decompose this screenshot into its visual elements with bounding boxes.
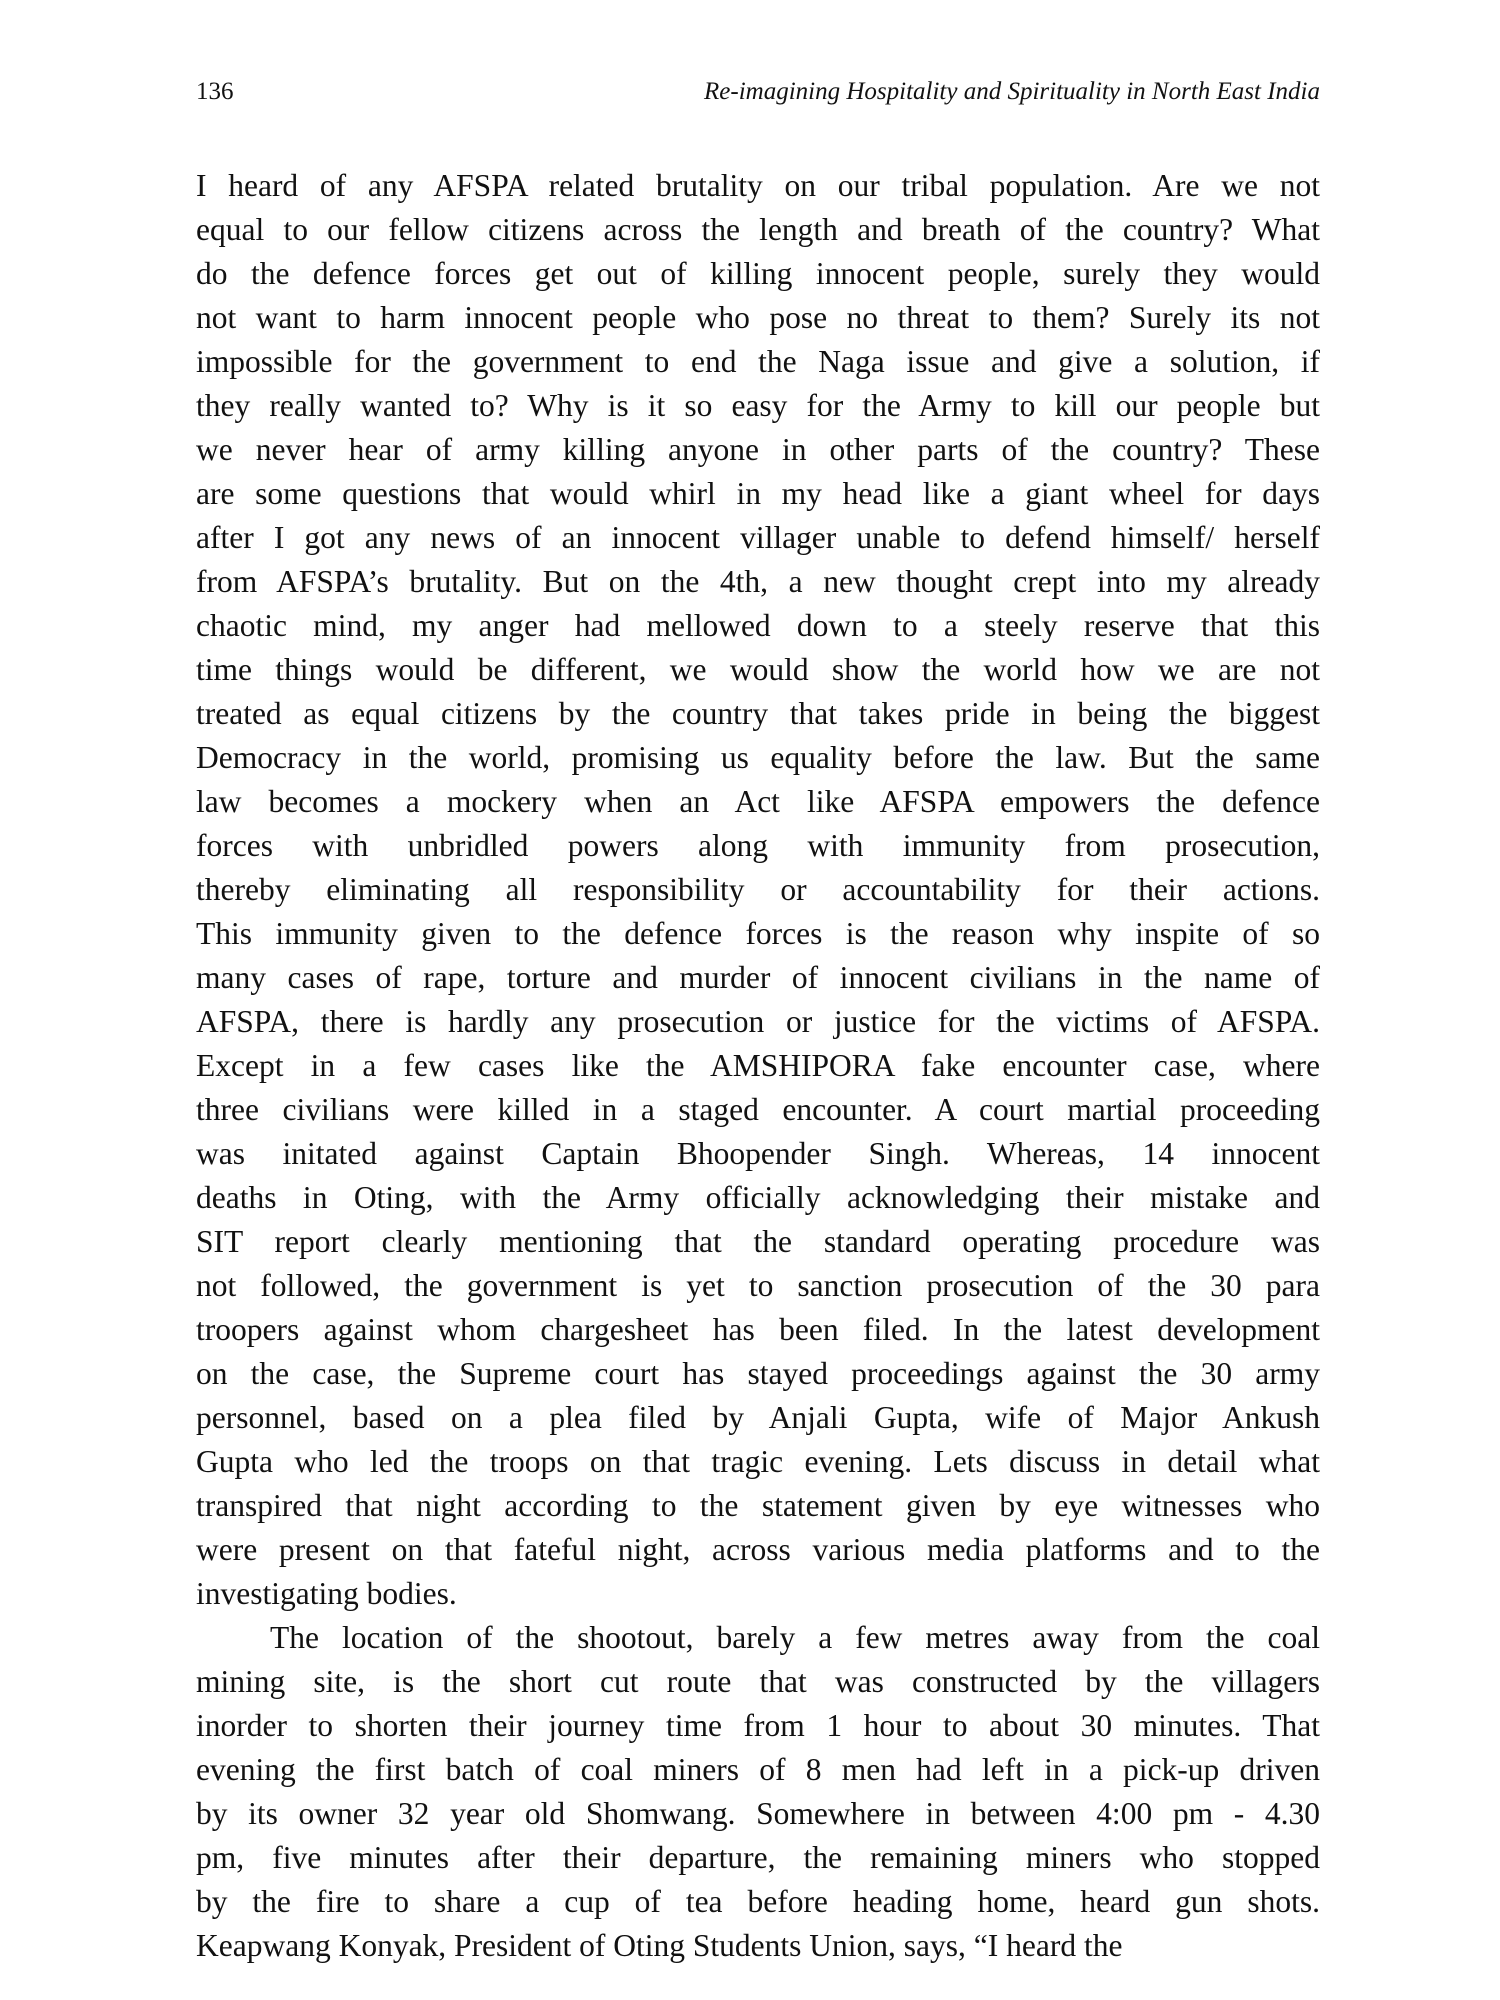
text-line: forces with unbridled powers along with immunity from prosecution, <box>196 828 1320 863</box>
text-line: we never hear of army killing anyone in other parts of the country? These <box>196 432 1320 467</box>
text-line: mining site, is the short cut route that was constructed by the villagers <box>196 1664 1320 1699</box>
text-line: were present on that fateful night, across various media platforms and to the <box>196 1532 1320 1567</box>
text-line: was initated against Captain Bhoopender Singh. Whereas, 14 innocent <box>196 1136 1320 1171</box>
body-text <box>196 164 1320 1968</box>
text-line: thereby eliminating all responsibility or accountability for their actions. <box>196 872 1320 907</box>
text-line: evening the first batch of coal miners of 8 men had left in a pick-up driven <box>196 1752 1320 1787</box>
text-line: from AFSPA’s brutality. But on the 4th, a new thought crept into my already <box>196 564 1320 599</box>
text-line: The location of the shootout, barely a few metres away from the coal <box>270 1620 1320 1655</box>
running-title: Re-imagining Hospitality and Spirituality in North East India <box>704 78 1320 105</box>
text-line: many cases of rape, torture and murder of innocent civilians in the name of <box>196 960 1320 995</box>
text-line: three civilians were killed in a staged encounter. A court martial proceeding <box>196 1092 1320 1127</box>
text-line: do the defence forces get out of killing innocent people, surely they would <box>196 256 1320 291</box>
text-line: Keapwang Konyak, President of Oting Students Union, says, “I heard the <box>196 1928 1123 1963</box>
text-line: AFSPA, there is hardly any prosecution or justice for the victims of AFSPA. <box>196 1004 1320 1039</box>
text-line: not want to harm innocent people who pose no threat to them? Surely its not <box>196 300 1320 335</box>
text-line: after I got any news of an innocent villager unable to defend himself/ herself <box>196 520 1320 555</box>
text-line: Gupta who led the troops on that tragic evening. Lets discuss in detail what <box>196 1444 1320 1479</box>
page-number: 136 <box>196 78 234 105</box>
paragraph <box>196 1616 1320 1968</box>
text-line: This immunity given to the defence forces is the reason why inspite of so <box>196 916 1320 951</box>
text-line: Democracy in the world, promising us equality before the law. But the same <box>196 740 1320 775</box>
text-line: law becomes a mockery when an Act like AFSPA empowers the defence <box>196 784 1320 819</box>
text-line: personnel, based on a plea filed by Anjali Gupta, wife of Major Ankush <box>196 1400 1320 1435</box>
text-line: pm, five minutes after their departure, the remaining miners who stopped <box>196 1840 1320 1875</box>
text-line: transpired that night according to the statement given by eye witnesses who <box>196 1488 1320 1523</box>
text-line: I heard of any AFSPA related brutality on our tribal population. Are we not <box>196 168 1320 203</box>
text-line: inorder to shorten their journey time from 1 hour to about 30 minutes. That <box>196 1708 1320 1743</box>
text-line: investigating bodies. <box>196 1576 457 1611</box>
paragraph <box>196 164 1320 1616</box>
text-line: chaotic mind, my anger had mellowed down to a steely reserve that this <box>196 608 1320 643</box>
text-line: impossible for the government to end the Naga issue and give a solution, if <box>196 344 1320 379</box>
text-line: Except in a few cases like the AMSHIPORA fake encounter case, where <box>196 1048 1320 1083</box>
text-line: not followed, the government is yet to sanction prosecution of the 30 para <box>196 1268 1320 1303</box>
text-line: treated as equal citizens by the country that takes pride in being the biggest <box>196 696 1320 731</box>
text-line: on the case, the Supreme court has stayed proceedings against the 30 army <box>196 1356 1320 1391</box>
text-line: are some questions that would whirl in my head like a giant wheel for days <box>196 476 1320 511</box>
text-line: time things would be different, we would show the world how we are not <box>196 652 1320 687</box>
text-line: by the fire to share a cup of tea before heading home, heard gun shots. <box>196 1884 1320 1919</box>
text-line: deaths in Oting, with the Army officially acknowledging their mistake and <box>196 1180 1320 1215</box>
text-line: SIT report clearly mentioning that the standard operating procedure was <box>196 1224 1320 1259</box>
text-line: by its owner 32 year old Shomwang. Somewhere in between 4:00 pm - 4.30 <box>196 1796 1320 1831</box>
text-line: they really wanted to? Why is it so easy for the Army to kill our people but <box>196 388 1320 423</box>
text-line: equal to our fellow citizens across the length and breath of the country? What <box>196 212 1320 247</box>
page-header <box>196 72 1320 112</box>
text-line: troopers against whom chargesheet has been filed. In the latest development <box>196 1312 1320 1347</box>
